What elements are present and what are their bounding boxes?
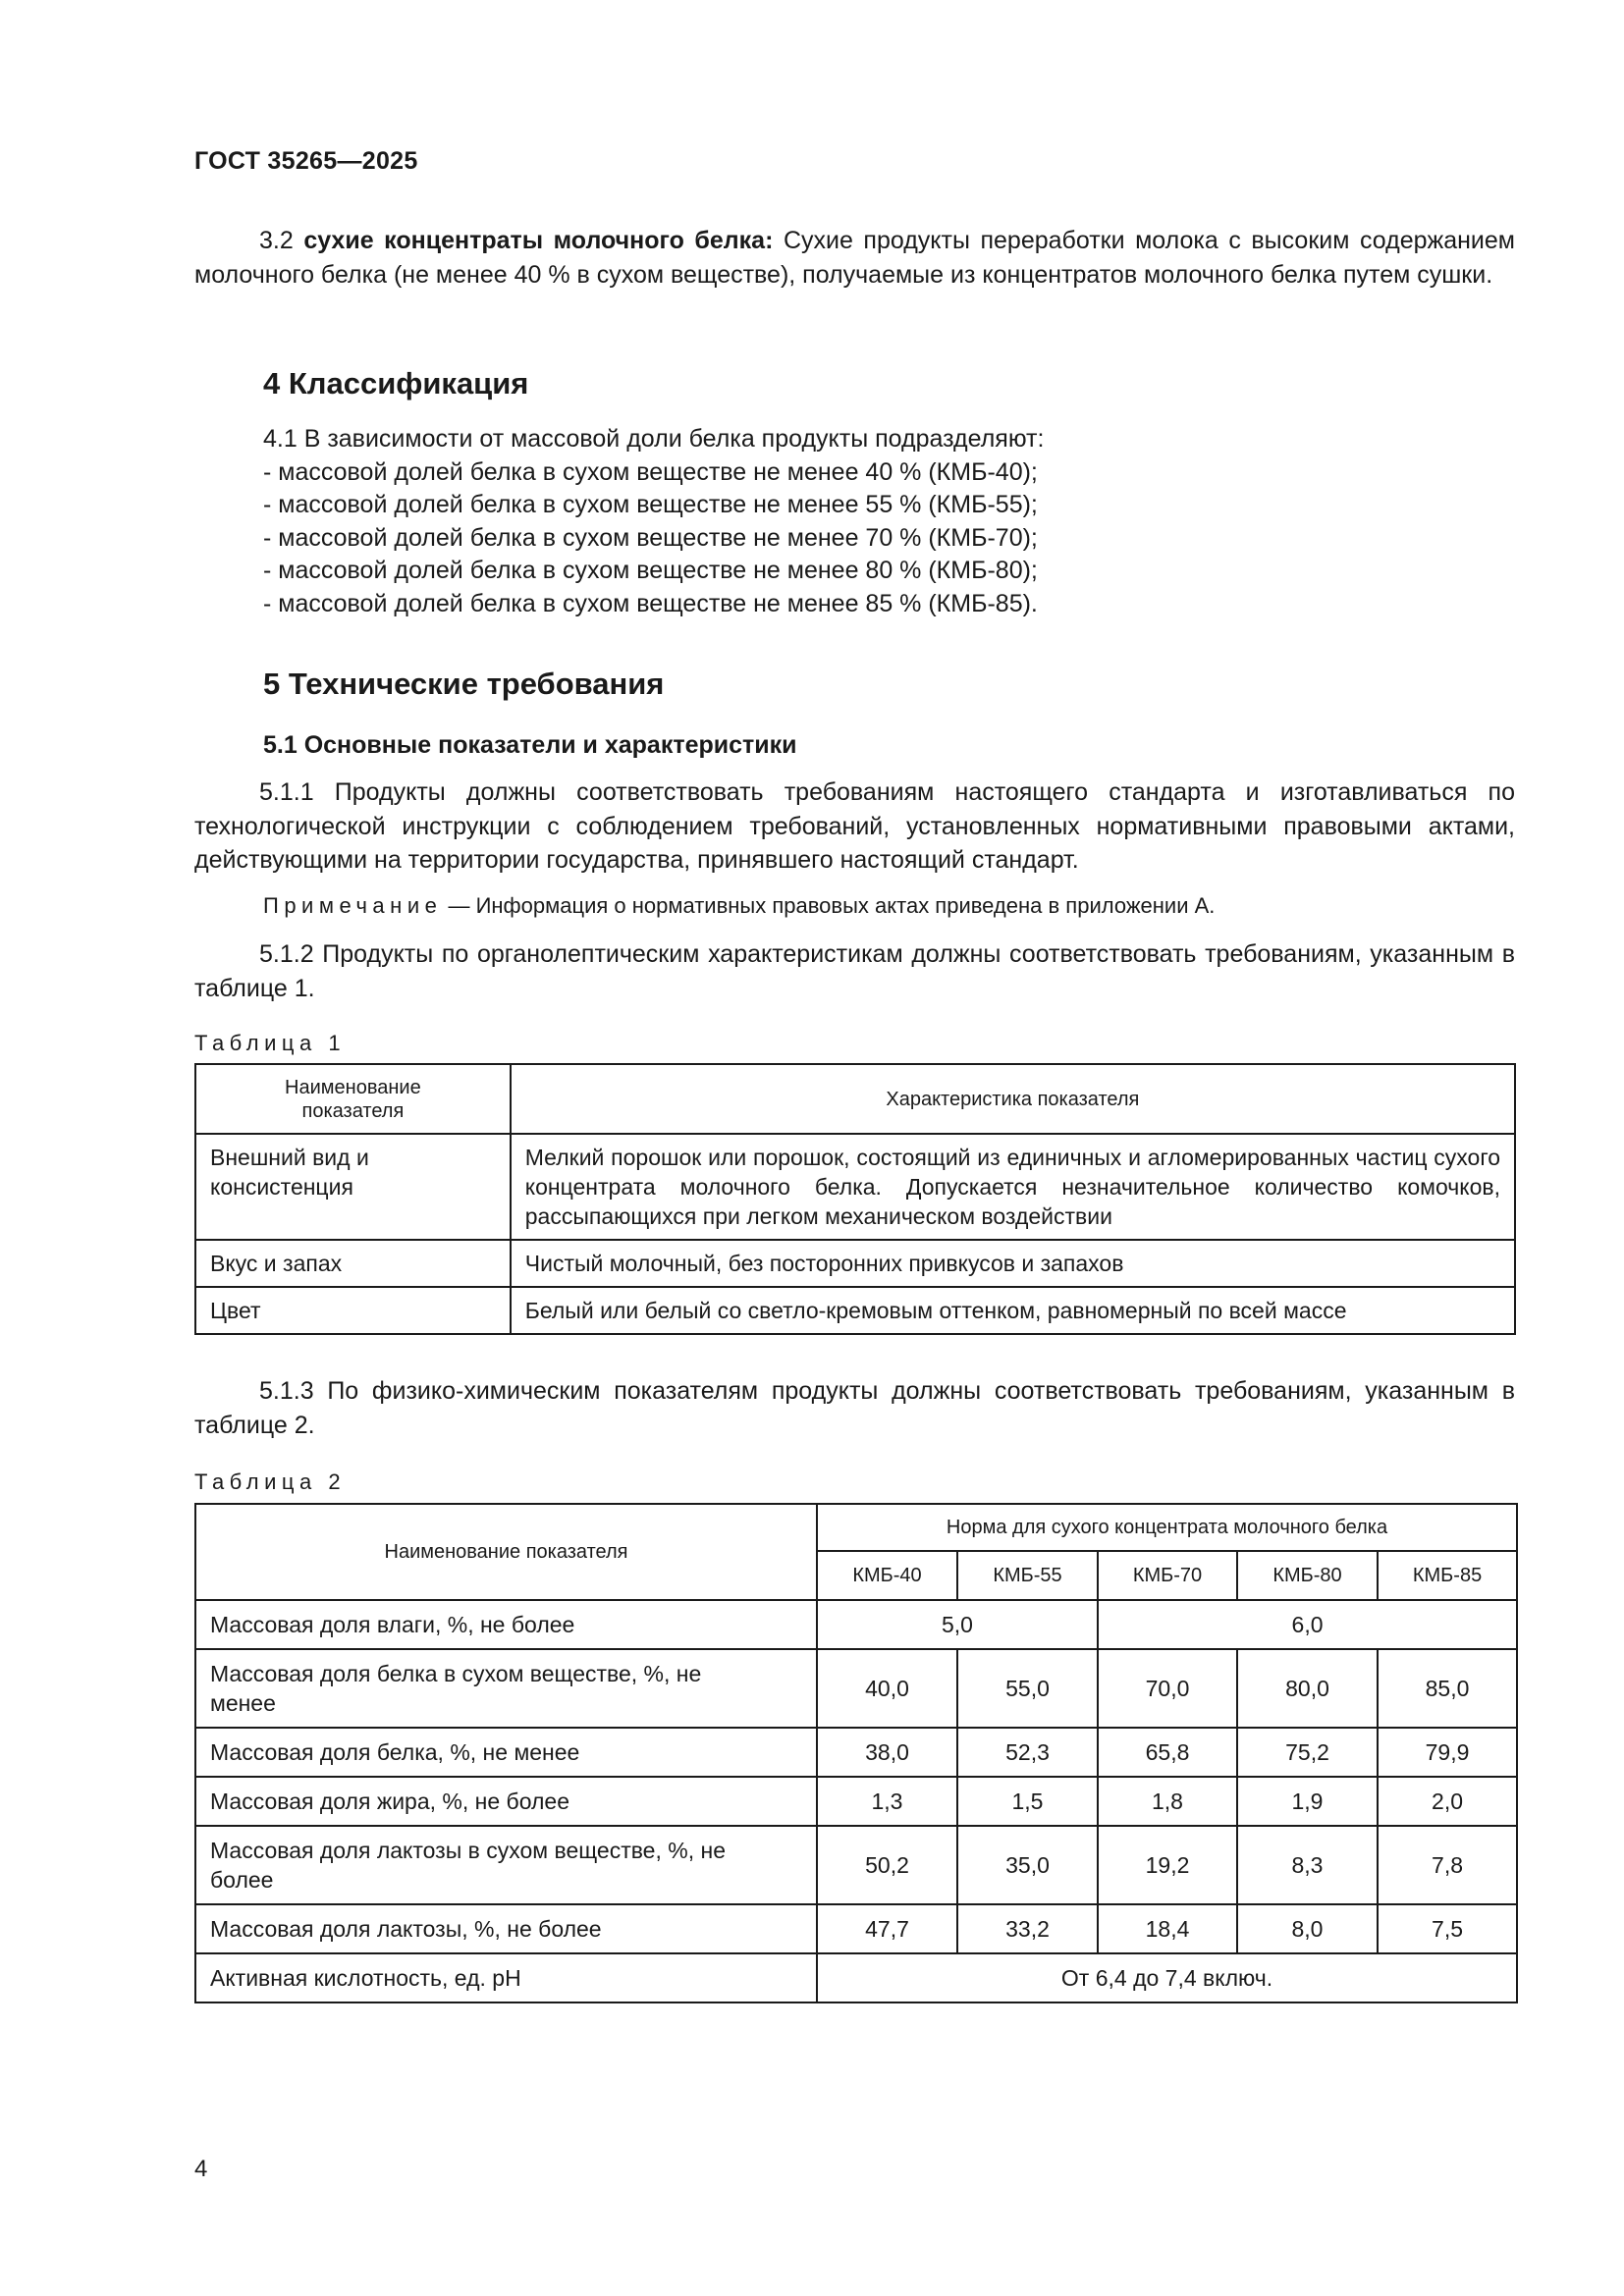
list-item: - массовой долей белка в сухом веществе не менее 40 % (КМБ-40);	[263, 457, 1038, 486]
subsection-heading: 5.1 Основные показатели и характеристики	[263, 731, 797, 759]
table-cell: 65,8	[1098, 1728, 1237, 1777]
clause-number: 3.2	[259, 227, 294, 254]
table-cell: 79,9	[1378, 1728, 1517, 1777]
table-cell: 7,8	[1378, 1826, 1517, 1904]
definition-3-2	[194, 224, 1515, 292]
table-cell: 75,2	[1237, 1728, 1378, 1777]
table-cell: 50,2	[817, 1826, 957, 1904]
note	[263, 893, 1215, 919]
table-cell: 52,3	[957, 1728, 1098, 1777]
table-cell: Массовая доля жира, %, не более	[195, 1777, 817, 1826]
list-item: - массовой долей белка в сухом веществе не менее 55 % (КМБ-55);	[263, 491, 1038, 519]
table-cell: 85,0	[1378, 1649, 1517, 1728]
table-cell: 19,2	[1098, 1826, 1237, 1904]
table-cell: 1,8	[1098, 1777, 1237, 1826]
paragraph-5-1-1: 5.1.1 Продукты должны соответствовать требованиям настоящего стандарта и изготавливаться по технологической инструкции с соблюдением требований, установленных нормативными правовыми актами, действующими на территории государства, принявшего настоящий стандарт.	[194, 778, 1515, 874]
table-cell: Массовая доля белка, %, не менее	[195, 1728, 817, 1777]
table-row	[195, 1728, 1517, 1777]
section-heading-technical-requirements: 5 Технические требования	[263, 667, 665, 701]
table-cell: Цвет	[195, 1287, 511, 1334]
classification-intro: 4.1 В зависимости от массовой доли белка продукты подразделяют:	[263, 425, 1045, 453]
page-number: 4	[194, 2156, 208, 2182]
section-heading-classification: 4 Классификация	[263, 366, 529, 400]
defined-term: сухие концентраты молочного белка:	[303, 227, 774, 254]
table-cell: 40,0	[817, 1649, 957, 1728]
table-cell: Массовая доля влаги, %, не более	[195, 1600, 817, 1649]
definition-text: Сухие продукты переработки молока с высоким содержанием молочного белка (не менее 40 % в сухом веществе), получаемые из концентратов молочного белка путем сушки.	[194, 227, 1515, 289]
table-row	[195, 1777, 1517, 1826]
column-header: КМБ-80	[1237, 1551, 1378, 1600]
table-cell: Белый или белый со светло-кремовым оттенком, равномерный по всей массе	[511, 1287, 1515, 1334]
table-cell: От 6,4 до 7,4 включ.	[817, 1953, 1517, 2002]
column-header: Наименование показателя	[195, 1504, 817, 1600]
table-caption: Таблица 1	[194, 1031, 347, 1055]
column-header: КМБ-55	[957, 1551, 1098, 1600]
note-text: — Информация о нормативных правовых актах приведена в приложении А.	[442, 893, 1216, 918]
classification-list	[263, 423, 1044, 621]
table-cell: Активная кислотность, ед. pH	[195, 1953, 817, 2002]
table-row	[195, 1240, 1515, 1287]
table-cell: 70,0	[1098, 1649, 1237, 1728]
table-cell: Чистый молочный, без посторонних привкусов и запахов	[511, 1240, 1515, 1287]
list-item: - массовой долей белка в сухом веществе не менее 80 % (КМБ-80);	[263, 557, 1038, 585]
table-cell: 2,0	[1378, 1777, 1517, 1826]
table-cell: 18,4	[1098, 1904, 1237, 1953]
table-cell: 6,0	[1098, 1600, 1517, 1649]
table-row	[195, 1826, 1517, 1904]
column-group-header: Норма для сухого концентрата молочного белка	[817, 1504, 1517, 1551]
table-cell: 8,3	[1237, 1826, 1378, 1904]
table-cell: 1,5	[957, 1777, 1098, 1826]
table-cell: Вкус и запах	[195, 1240, 511, 1287]
column-header: КМБ-70	[1098, 1551, 1237, 1600]
table-cell: 1,3	[817, 1777, 957, 1826]
document-code: ГОСТ 35265—2025	[194, 147, 418, 175]
table-cell: 55,0	[957, 1649, 1098, 1728]
physicochemical-table	[194, 1503, 1518, 2003]
table-row	[195, 1134, 1515, 1240]
list-item: - массовой долей белка в сухом веществе не менее 70 % (КМБ-70);	[263, 523, 1038, 552]
column-header: Характеристика показателя	[511, 1064, 1515, 1134]
table-cell: 38,0	[817, 1728, 957, 1777]
table-cell: 5,0	[817, 1600, 1098, 1649]
table-header-row	[195, 1064, 1515, 1134]
table-cell: Массовая доля лактозы в сухом веществе, %, не более	[195, 1826, 817, 1904]
table-cell: 7,5	[1378, 1904, 1517, 1953]
table-cell: Внешний вид и консистенция	[195, 1134, 511, 1240]
column-header: КМБ-85	[1378, 1551, 1517, 1600]
column-header: КМБ-40	[817, 1551, 957, 1600]
table-row	[195, 1953, 1517, 2002]
table-cell: 8,0	[1237, 1904, 1378, 1953]
column-header: Наименование показателя	[195, 1064, 511, 1134]
paragraph-5-1-2: 5.1.2 Продукты по органолептическим характеристикам должны соответствовать требованиям, указанным в таблице 1.	[194, 940, 1515, 1002]
note-label: Примечание	[263, 893, 443, 918]
table-row	[195, 1904, 1517, 1953]
table-cell: 35,0	[957, 1826, 1098, 1904]
table-row	[195, 1287, 1515, 1334]
table-cell: 80,0	[1237, 1649, 1378, 1728]
table-row	[195, 1649, 1517, 1728]
table-header-row	[195, 1504, 1517, 1551]
table-cell: 47,7	[817, 1904, 957, 1953]
table-cell: 1,9	[1237, 1777, 1378, 1826]
table-row	[195, 1600, 1517, 1649]
list-item: - массовой долей белка в сухом веществе не менее 85 % (КМБ-85).	[263, 589, 1038, 617]
table-cell: Массовая доля лактозы, %, не более	[195, 1904, 817, 1953]
table-cell: Мелкий порошок или порошок, состоящий из единичных и агломерированных частиц сухого концентрата молочного белка. Допускается незначительное количество комочков, рассыпающихся при легком механическом воздействии	[511, 1134, 1515, 1240]
organoleptic-table	[194, 1063, 1516, 1335]
table-cell: Массовая доля белка в сухом веществе, %, не менее	[195, 1649, 817, 1728]
table-cell: 33,2	[957, 1904, 1098, 1953]
paragraph-5-1-3: 5.1.3 По физико-химическим показателям продукты должны соответствовать требованиям, указанным в таблице 2.	[194, 1377, 1515, 1439]
table-caption: Таблица 2	[194, 1469, 347, 1494]
